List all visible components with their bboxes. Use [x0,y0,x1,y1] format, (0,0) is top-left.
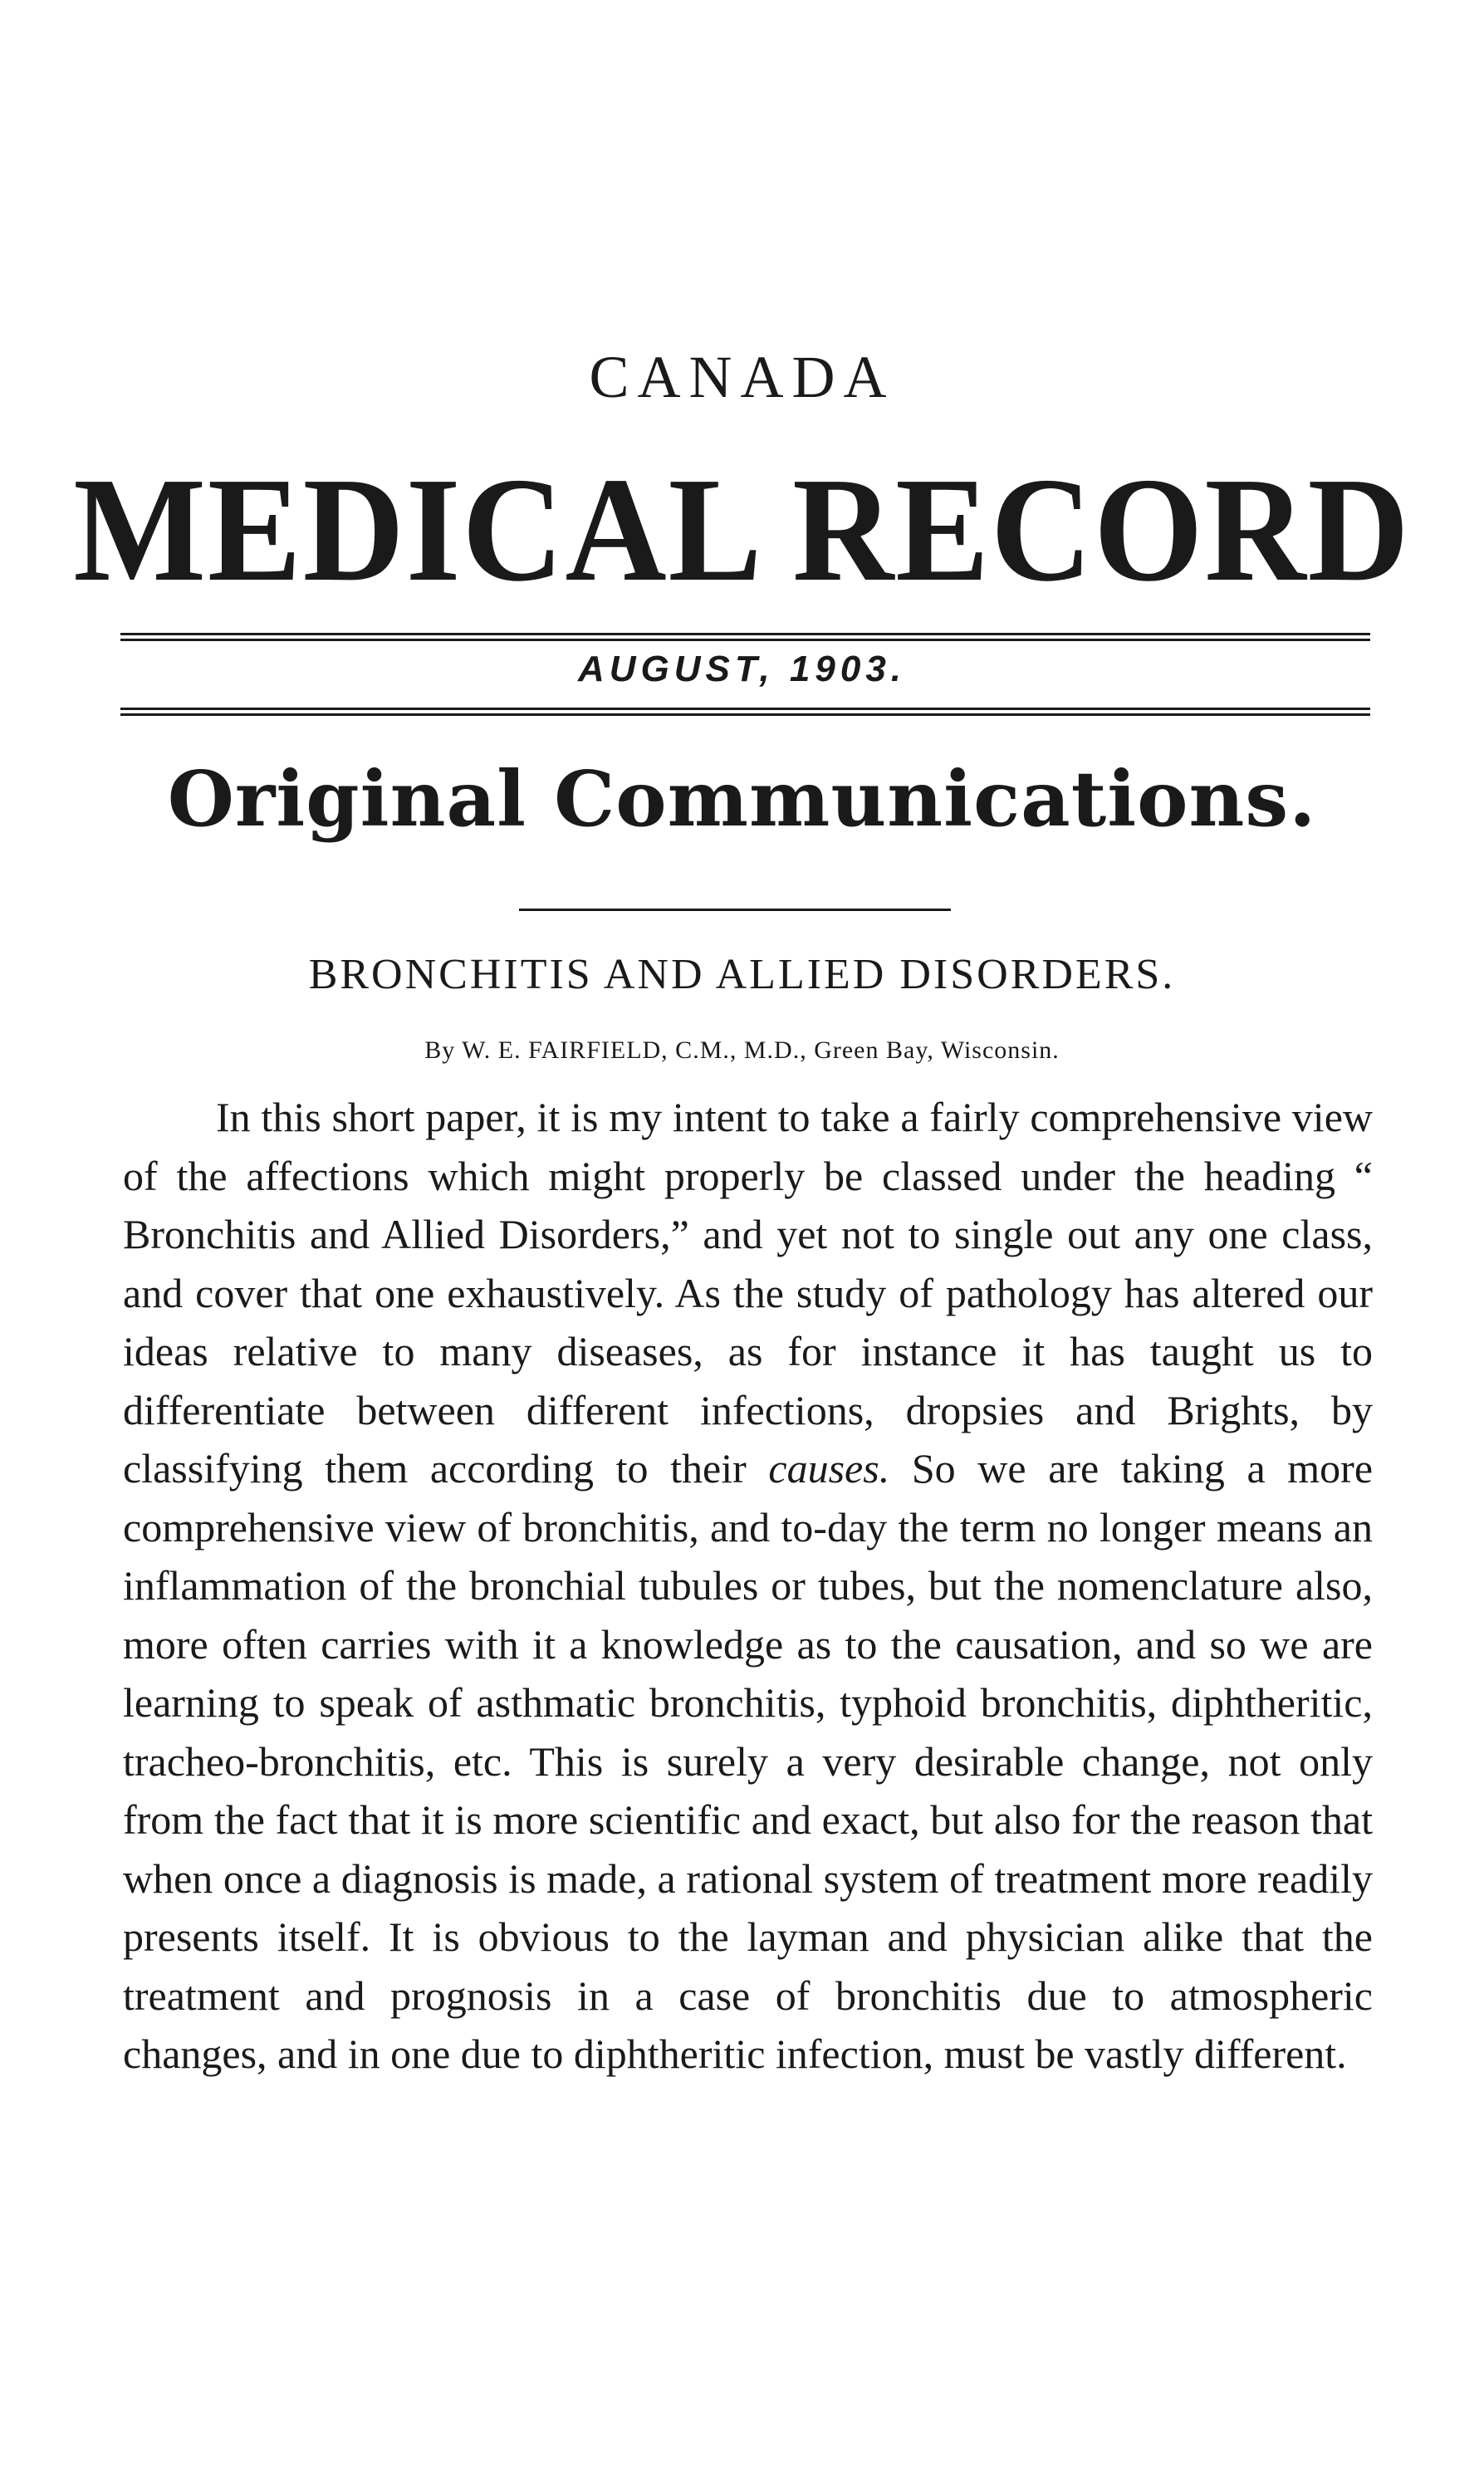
short-divider-rule [519,909,951,911]
double-rule-bottom [120,708,1370,716]
paragraph-emphasis: causes. [768,1445,890,1492]
paragraph-text-part2: So we are taking a more comprehensive view of bronchitis, and to-day the term no longer means an inflammation of the bronchial tubules or tubes, but the nomenclature also, more often carries with it a knowledge as to the causation, and so we are learning to speak of asthmatic bronchitis, typhoid bronchitis, diphtheritic, tracheo-bronchitis, etc. This is surely a very desirable change, not only from the fact that it is more scientific and exact, but also for the reason that when once a diagnosis is made, a rational system of treatment more readily presents itself. It is obvious to the layman and physician alike that the treatment and prognosis in a case of bronchitis due to atmospheric changes, and in one due to diphtheritic infection, must be vastly different. [123,1445,1374,2077]
journal-name-line2: MEDICAL RECORD [73,447,1411,612]
article-title: BRONCHITIS AND ALLIED DISORDERS. [308,951,1176,998]
section-title: Original Communications. [167,754,1317,844]
article-body-paragraph [123,1088,1373,2084]
issue-date: AUGUST, 1903. [577,649,907,689]
article-byline: By W. E. FAIRFIELD, C.M., M.D., Green Bay, Wisconsin. [424,1036,1060,1064]
double-rule-top [120,633,1370,641]
paragraph-text-part1: In this short paper, it is my intent to take a fairly comprehensive view of the affections which might properly be classed under the heading “ Bronchitis and Allied Disorders,” and yet not to single out any one class, and cover that one exhaustively. As the study of pathology has altered our ideas relative to many diseases, as for instance it has taught us to differentiate between different infections, dropsies and Brights, by classifying them according to their [123,1094,1373,1492]
journal-name-line1: CANADA [589,344,895,410]
